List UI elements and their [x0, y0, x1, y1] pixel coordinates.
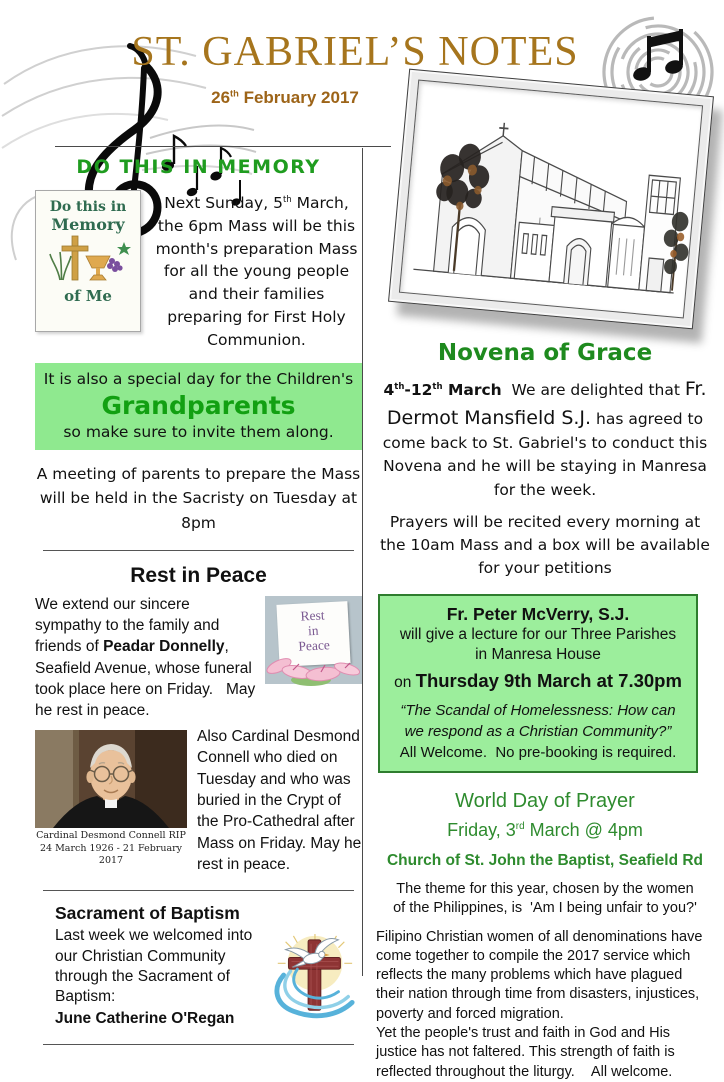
- date-ordinal: th: [230, 88, 239, 99]
- rest-in-peace-card-image: [265, 596, 362, 684]
- novena-date-sup: th: [394, 381, 405, 392]
- memory-text-sup: th: [282, 194, 292, 205]
- cardinal-section: [35, 726, 362, 876]
- rip-card-line: Rest: [300, 606, 325, 624]
- quote-line: “The Scandal of Homelessness: How can: [400, 702, 676, 720]
- rest-in-peace-heading: Rest in Peace: [130, 563, 267, 587]
- banner-line: of Me: [64, 287, 112, 305]
- wdp-theme-line: of the Philippines, is 'Am I being unfair to you?': [393, 899, 697, 916]
- section-divider: [43, 1044, 354, 1045]
- left-column: [35, 156, 362, 1045]
- memory-section-heading: DO THIS IN MEMORY: [76, 156, 321, 178]
- cross-chalice-icon: [42, 234, 134, 282]
- header-divider: [55, 146, 391, 147]
- novena-prayers-note: Prayers will be recited every morning at the 10am Mass and a box will be available for your petitions: [380, 512, 710, 578]
- lecture-datetime-pre: on: [394, 674, 416, 692]
- novena-date-part: 4: [383, 381, 395, 399]
- lecturer-name: Fr. Peter McVerry, S.J.: [446, 603, 630, 624]
- baptism-heading: Sacrament of Baptism: [55, 903, 240, 924]
- deceased-name: Peadar Donnelly: [103, 638, 225, 656]
- wdp-body: [376, 928, 714, 1082]
- right-column: [376, 340, 714, 1082]
- world-day-of-prayer-heading: World Day of Prayer: [455, 789, 635, 812]
- novena-dates: [383, 381, 501, 399]
- novena-date-sup: th: [432, 381, 443, 392]
- banner-line: Do this in: [49, 199, 127, 215]
- grandparents-highlight-box: [35, 363, 362, 450]
- cardinal-figure: [35, 730, 187, 868]
- wdp-theme-line: The theme for this year, chosen by the women: [396, 880, 694, 897]
- wdp-date-sup: rd: [515, 820, 525, 832]
- church-picture-frame: [388, 69, 714, 330]
- memory-paragraph: [151, 190, 362, 351]
- do-this-in-memory-banner-image: [35, 190, 141, 332]
- wdp-location: Church of St. John the Baptist, Seafield Rd: [386, 851, 704, 869]
- date-day: 26: [211, 88, 231, 107]
- caption-line: 24 March 1926 - 21 February 2017: [39, 842, 183, 867]
- novena-date-part: -12: [404, 381, 433, 399]
- lecture-line: in Manresa House: [475, 646, 601, 664]
- lecture-line: will give a lecture for our Three Parishes: [399, 625, 677, 643]
- mcverry-lecture-box: [378, 594, 698, 773]
- parents-meeting-note: A meeting of parents to prepare the Mass will be held in the Sacristy on Tuesday at 8pm: [36, 465, 361, 532]
- lecture-datetime-bold: Thursday 9th March at 7.30pm: [415, 670, 682, 692]
- lily-flowers-icon: [265, 650, 362, 684]
- novena-date-part: March: [442, 381, 502, 399]
- baptism-text: Last week we welcomed into our Christian Community through the Sacrament of Baptism:: [55, 927, 253, 1005]
- rip-card-line: in: [307, 622, 319, 638]
- baptised-name: June Catherine O'Regan: [55, 1009, 235, 1027]
- wdp-theme: [376, 880, 714, 918]
- column-divider: [362, 148, 363, 976]
- photo-caption: [35, 830, 187, 868]
- section-divider: [43, 550, 354, 551]
- highlight-line: It is also a special day for the Children's: [43, 370, 354, 389]
- section-divider: [43, 890, 354, 891]
- wdp-date-part: Friday, 3: [447, 819, 516, 840]
- grandparents-word: Grandparents: [101, 391, 296, 421]
- memory-text-post: March, the 6pm Mass will be this month's preparation Mass for all the young people and their families preparing for First Holy Communion.: [155, 194, 358, 349]
- rip-text: , Seafield Avenue, whose funeral took place here on Friday. May he rest in peace.: [35, 638, 256, 720]
- memory-section: [35, 190, 362, 351]
- caption-line: Cardinal Desmond Connell RIP: [36, 829, 186, 841]
- novena-text: has agreed to come back to St. Gabriel's to conduct this Novena and he will be staying in Manresa for the week.: [382, 409, 708, 499]
- memory-text-pre: Next Sunday, 5: [164, 194, 283, 212]
- wdp-datetime: [376, 820, 714, 841]
- page-title: ST. GABRIEL’S NOTES: [131, 29, 579, 75]
- novena-paragraph: [376, 375, 714, 502]
- wdp-date-part: March @ 4pm: [524, 819, 643, 840]
- cardinal-text: Also Cardinal Desmond Connell who died on Tuesday and who was buried in the Crypt of the: [197, 727, 360, 831]
- church-picture-matte: [399, 79, 703, 318]
- novena-intro: We are delighted that: [501, 381, 685, 399]
- lecture-quote: [386, 701, 690, 742]
- highlight-line: so make sure to invite them along.: [63, 423, 334, 442]
- date-rest: February 2017: [238, 88, 359, 107]
- quote-line: we respond as a Christian Community?”: [404, 722, 672, 740]
- rip-text: We extend our sincere sympathy to the family and friends of: [35, 595, 220, 656]
- wdp-body-paragraph: Yet the people's trust and faith in God and His justice has not faltered. This strength of faith is reflected throughout the liturgy. All welcome.: [376, 1024, 675, 1080]
- rip-card-line: Peace: [297, 636, 331, 654]
- banner-line: Memory: [51, 215, 125, 234]
- lecture-welcome: All Welcome. No pre-booking is required.: [399, 743, 677, 761]
- church-line-drawing: [404, 85, 697, 313]
- issue-date: [140, 88, 430, 108]
- cardinal-photo: [35, 730, 187, 828]
- novena-heading: Novena of Grace: [437, 340, 653, 366]
- lecture-datetime: [386, 670, 690, 692]
- cardinal-text: Pro-Cathedral after Mass on Friday. May he rest in peace.: [197, 813, 362, 874]
- baptism-paragraph: [55, 926, 256, 1029]
- baptism-dove-cross-image: [264, 932, 362, 1024]
- baptism-section: [55, 926, 362, 1029]
- rest-in-peace-section: [35, 594, 362, 722]
- novena-priest-name: Fr. Dermot Mansfield S.J.: [386, 378, 707, 429]
- wdp-body-paragraph: Filipino Christian women of all denominations have come together to compile the 2017 service which reflects the many problems which have plagued their nation through time from disasters, injustices, poverty and forced migration.: [376, 928, 703, 1022]
